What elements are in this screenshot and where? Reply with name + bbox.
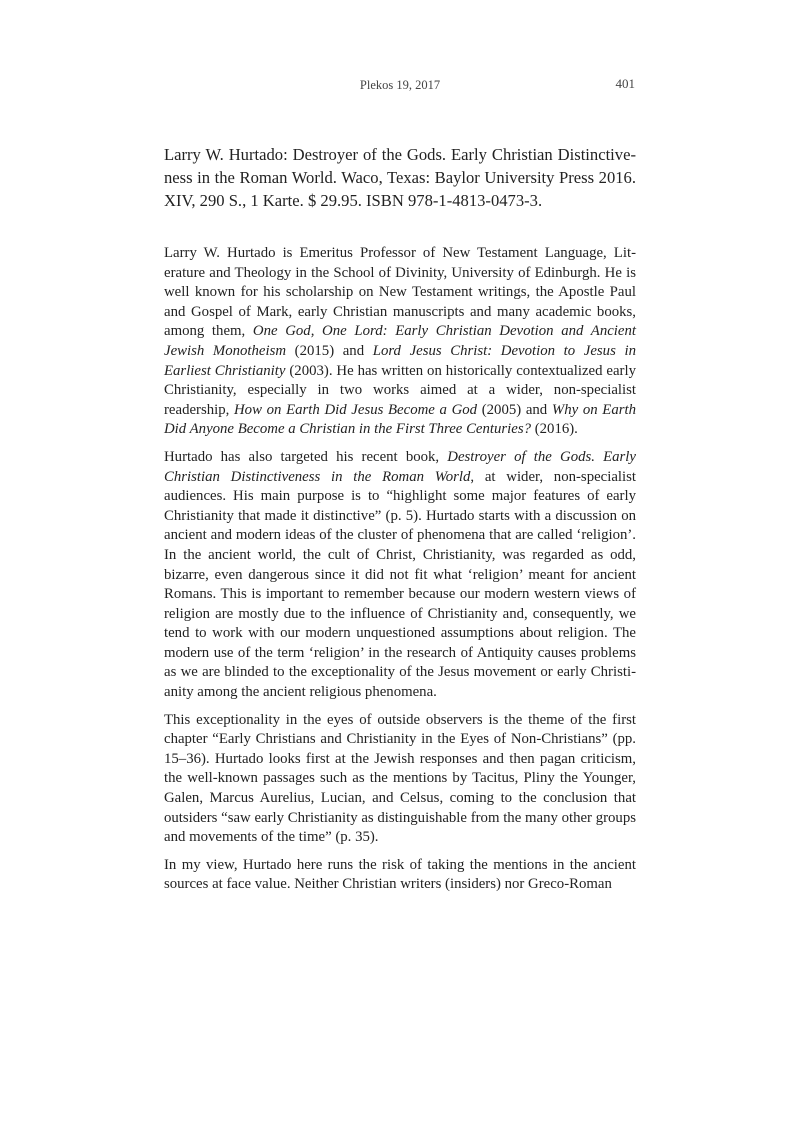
book-title-lord-jesus-christ: Lord Jesus Christ: Devotion to Jesus in Earliest Christianity <box>164 342 636 379</box>
running-header <box>0 76 800 96</box>
text-run: (2005) and <box>477 401 552 418</box>
book-title-how-on-earth: How on Earth Did Jesus Become a God <box>234 401 478 418</box>
text-run: In my view, Hurtado here runs the risk of taking the mentions in the ancient sources at face value. Neither Christian writers (insiders) nor Greco-Roman <box>164 856 636 893</box>
paragraph-4 <box>164 856 636 895</box>
paragraph-2 <box>164 448 636 703</box>
book-title-one-god: One God, One Lord: Early Christian Devotion and Ancient Jewish Monotheism <box>164 323 636 359</box>
book-title-why-on-earth: Why on Earth Did Anyone Become a Christian in the First Three Centuries? <box>164 401 636 438</box>
review-title: Larry W. Hurtado: Destroyer of the Gods. Early Christian Distinctiveness in the Roman World. Waco, Texas: Baylor University Press 2016. XIV, 290 S., 1 Karte. $ 29.95. ISBN 978-1-4813-0473-3. <box>164 145 636 210</box>
journal-issue: Plekos 19, 2017 <box>359 78 441 92</box>
text-run: Hurtado has also targeted his recent book, <box>164 448 448 465</box>
text-run: This exceptionality in the eyes of outside observers is the theme of the first chapter “Early Christians and Christianity in the Eyes of Non-Christians” (pp. 15–36). Hurtado looks first at the Jewish responses and then pagan criticism, the well-known passages such as the mentions by Tacitus, Pliny the Younger, Galen, Marcus Aurelius, Lucian, and Celsus, coming to the conclusion that outsiders “saw early Christianity as distinguishable from the many other groups and movements of the time” (p. 35). <box>164 711 636 846</box>
text-run: (2016). <box>531 421 578 438</box>
text-run: (2003). He has written on historically contextualized early Christianity, especially in two works aimed at a wider, non-specialist readership, <box>164 362 636 418</box>
book-title-destroyer-of-the-gods: Destroyer of the Gods. Early Christian Distinctiveness in the Roman World <box>164 448 636 485</box>
paragraph-1 <box>164 244 636 440</box>
page-number: 401 <box>615 76 635 91</box>
text-run: (2015) and <box>286 342 373 359</box>
text-run: , at wider, non-specialist audiences. His main purpose is to “highlight some major features of early Christianity that made it distinctive” (p. 5). Hurtado starts with a discussion on ancient and modern ideas of the cluster of phenomena that are called ‘religion’. In the ancient world, the cult of Christ, Christianity, was regarded as odd, bizarre, even dangerous since it did not fit what ‘religion’ meant for ancient Romans. This is important to remember because our modern western views of religion are mostly due to the influence of Christianity and, consequently, we tend to work with our modern unquestioned assumptions about religion. The modern use of the term ‘religion’ in the research of Antiquity causes problems as we are blinded to the exceptionality of the Jesus movement or early Christianity among the ancient religious phenomena. <box>164 468 636 701</box>
review-body <box>164 143 636 903</box>
paragraph-3 <box>164 711 636 848</box>
text-run: Larry W. Hurtado is Emeritus Professor of New Testament Language, Literature and Theology in the School of Divinity, University of Edinburgh. He is well known for his scholarship on New Testament writings, the Apostle Paul and Gospel of Mark, early Christian manuscripts and many academic books, among them, <box>164 245 636 340</box>
